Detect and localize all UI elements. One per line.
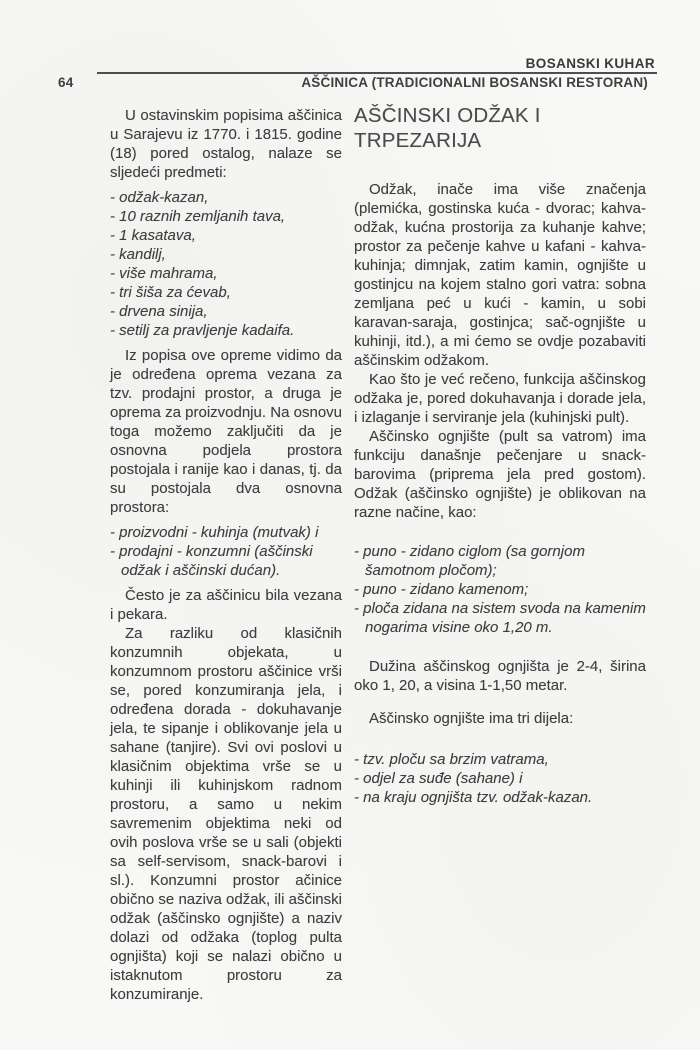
text-columns [110, 106, 700, 1004]
paragraph-bakery: Često je za aščinicu bila vezana i pekara. [110, 587, 342, 623]
list-item: - 1 kasatava, [110, 227, 196, 244]
list-item: - proizvodni - kuhinja (mutvak) i [110, 524, 319, 541]
paragraph-meanings: Odžak, inače ima više značenja (plemićka, gostinska kuća - dvorac; kahva-odžak, kućna prostorija za kuhanje kahve; prostor za pečenje kahve u kafani - kahva-kuhinja; dimnjak, zatim kamin, ognjište u gostinjcu na kojem stalno gori vatra: sobna zemljana peć u kući - kamin, u sobi karavan-saraja, gostinjca; sač-ognjište u kuhinji, itd.), a mi ćemo se ovdje pozabaviti aščinskim odžakom. [354, 181, 646, 369]
list-item: - kandilj, [110, 246, 166, 263]
page-number: 64 [58, 75, 74, 90]
list-item: - prodajni - konzumni (aščinski odžak i aščinski dućan). [110, 543, 313, 579]
paragraph-consumption: Za razliku od klasičnih konzumnih objekata, u konzumnom prostoru aščinice vrši se, pored konzumiranja jela, i određena dorada - dokuhavanje jela, te sipanje i oblikovanje jela u sahane (tanjire). Svi ovi poslovi u klasičnim objektima vrše se u kuhinji ili kuhinjskom radnom prostoru, a samo u nekim savremenim objektima neki od ovih poslova vrše se u sali (objekti sa self-servisom, snack-barovi i sl.). Konzumni prostor ačinice obično se naziva odžak, ili aščinski odžak (aščinsko ognjište) a naziv dolazi od odžaka (toplog pulta ognjišta) koji se nalazi obično u istaknutom prostoru za konzumiranje. [110, 625, 342, 1003]
header-row [58, 75, 648, 90]
space-list [110, 523, 342, 580]
list-item: - tzv. ploču sa brzim vatrama, [354, 751, 549, 768]
list-item: - odjel za suđe (sahane) i [354, 770, 523, 787]
chapter-heading: AŠČINSKI ODŽAK I TRPEZARIJA [354, 104, 541, 152]
paragraph-parts-intro: Aščinsko ognjište ima tri dijela: [369, 710, 574, 727]
paragraph-equipment: Iz popisa ove opreme vidimo da je određena oprema vezana za tzv. prodajni prostor, a druga je oprema za proizvodnju. Na osnovu toga možemo zaključiti da je osnovna podjela prostora postojala i ranije kao i danas, tj. da su postojala dva osnovna prostora: [110, 347, 342, 516]
list-item: - više mahrama, [110, 265, 218, 282]
list-item: - tri šiša za ćevab, [110, 284, 231, 301]
right-column [354, 106, 646, 1004]
list-item: - setilj za pravljenje kadaifa. [110, 322, 295, 339]
list-item: - na kraju ognjišta tzv. odžak-kazan. [354, 789, 593, 806]
left-column [110, 106, 342, 1004]
list-item: - 10 raznih zemljanih tava, [110, 208, 286, 225]
paragraph-dimensions: Dužina aščinskog ognjišta je 2-4, širina oko 1, 20, a visina 1-1,50 metar. [354, 658, 646, 694]
list-item: - puno - zidano ciglom (sa gornjom šamotnom pločom); [354, 543, 585, 579]
header-rule [97, 72, 657, 74]
paragraph-hearth: Aščinsko ognjište (pult sa vatrom) ima funkciju današnje pečenjare u snack-barovima (priprema jela pred gostom). Odžak (aščinsko ognjište) je oblikovan na razne načine, kao: [354, 428, 646, 521]
paragraph-function: Kao što je već rečeno, funkcija aščinskog odžaka je, pored dokuhavanja i dorade jela, i izlaganje i serviranje jela (kuhinjski pult). [354, 371, 646, 426]
list-item: - drvena sinija, [110, 303, 208, 320]
paragraph-inventory-intro: U ostavinskim popisima aščinica u Sarajevu iz 1770. i 1815. godine (18) pored ostalog, nalaze se sljedeći predmeti: [110, 107, 342, 181]
list-item: - puno - zidano kamenom; [354, 581, 529, 598]
parts-list [354, 750, 646, 807]
list-item: - ploča zidana na sistem svoda na kamenim nogarima visine oko 1,20 m. [354, 600, 646, 636]
running-head: AŠČINICA (TRADICIONALNI BOSANSKI RESTORAN) [301, 75, 648, 90]
inventory-list [110, 188, 342, 340]
construction-list [354, 542, 646, 637]
page-header [0, 56, 700, 90]
book-title: BOSANSKI KUHAR [525, 56, 655, 71]
list-item: - odžak-kazan, [110, 189, 209, 206]
